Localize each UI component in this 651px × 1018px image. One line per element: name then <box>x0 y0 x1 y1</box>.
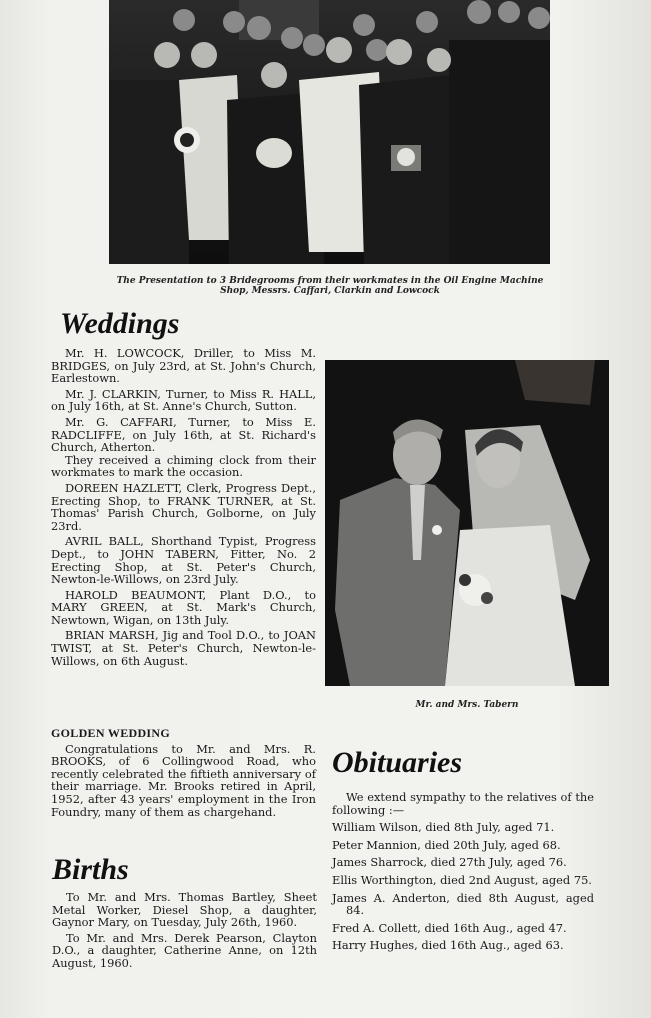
obituary-entry: Ellis Worthington, died 2nd August, aged 75. <box>332 872 592 887</box>
wedding-entry: DOREEN HAZLETT, Clerk, Progress Dept., Erecting Shop, to FRANK TURNER, at St. Thomas' Parish Church, Golborne, on July 23rd. <box>51 480 316 533</box>
obituary-entry: William Wilson, died 8th July, aged 71. <box>332 820 555 835</box>
couple-photo-image <box>325 360 609 686</box>
obituaries-intro: We extend sympathy to the relatives of the following :— <box>332 790 594 817</box>
golden-wedding-text: Congratulations to Mr. and Mrs. R. BROOKS, of 6 Collingwood Road, who recently celebrated the fiftieth anniversary of their marriage. Mr. Brooks retired in April, 1952, after 43 years' employment in the Iron Foundry, many of them as chargehand. <box>51 741 316 819</box>
wedding-entry: HAROLD BEAUMONT, Plant D.O., to MARY GREEN, at St. Mark's Church, Newtown, Wigan, on 13th July. <box>51 587 316 627</box>
wedding-entry: Mr. G. CAFFARI, Turner, to Miss E. RADCLIFFE, on July 16th, at St. Richard's Church, Atherton. <box>51 414 316 455</box>
golden-wedding-heading: GOLDEN WEDDING <box>51 726 170 740</box>
obituaries-heading: Obituaries <box>332 746 463 779</box>
birth-entry: To Mr. and Mrs. Thomas Bartley, Sheet Metal Worker, Diesel Shop, a daughter, Gaynor Mary, on Tuesday, July 26th, 1960. <box>52 890 317 930</box>
golden-wedding-section <box>51 727 316 821</box>
couple-photo-caption: Mr. and Mrs. Tabern <box>415 700 519 710</box>
birth-entry: To Mr. and Mrs. Derek Pearson, Clayton D.O., a daughter, Catherine Anne, on 12th August, 1960. <box>52 930 317 970</box>
obituary-entry: Peter Mannion, died 20th July, aged 68. <box>332 837 561 852</box>
wedding-entry: Mr. J. CLARKIN, Turner, to Miss R. HALL, on July 16th, at St. Anne's Church, Sutton. <box>51 386 316 414</box>
wedding-entry: Mr. H. LOWCOCK, Driller, to Miss M. BRIDGES, on July 23rd, at St. John's Church, Earlestown. <box>51 346 316 386</box>
group-photo-image <box>109 0 550 264</box>
weddings-heading: Weddings <box>60 307 180 340</box>
couple-photo <box>325 360 609 686</box>
wedding-entry: BRIAN MARSH, Jig and Tool D.O., to JOAN TWIST, at St. Peter's Church, Newton-le-Willows, on 6th August. <box>51 628 316 668</box>
wedding-entry: AVRIL BALL, Shorthand Typist, Progress Dept., to JOHN TABERN, Fitter, No. 2 Erecting Shop, at St. Peter's Church, Newton-le-Willows, on 23rd July. <box>51 534 316 587</box>
group-photo-caption: The Presentation to 3 Bridegrooms from their workmates in the Oil Engine Machine Shop, Messrs. Caffari, Clarkin and Lowcock <box>116 276 544 296</box>
births-heading: Births <box>52 853 129 886</box>
wedding-note: They received a chiming clock from their workmates to mark the occasion. <box>51 452 316 480</box>
births-section <box>52 891 317 973</box>
obituary-entry: Harry Hughes, died 16th Aug., aged 63. <box>332 938 564 953</box>
obituary-entry: James Sharrock, died 27th July, aged 76. <box>332 855 567 870</box>
obituary-entry: Fred A. Collett, died 16th Aug., aged 47. <box>332 920 567 935</box>
obituary-entry: James A. Anderton, died 8th August, aged 84. <box>332 890 594 918</box>
group-photo <box>109 0 550 264</box>
obituaries-section <box>332 791 594 957</box>
weddings-section <box>51 347 316 670</box>
